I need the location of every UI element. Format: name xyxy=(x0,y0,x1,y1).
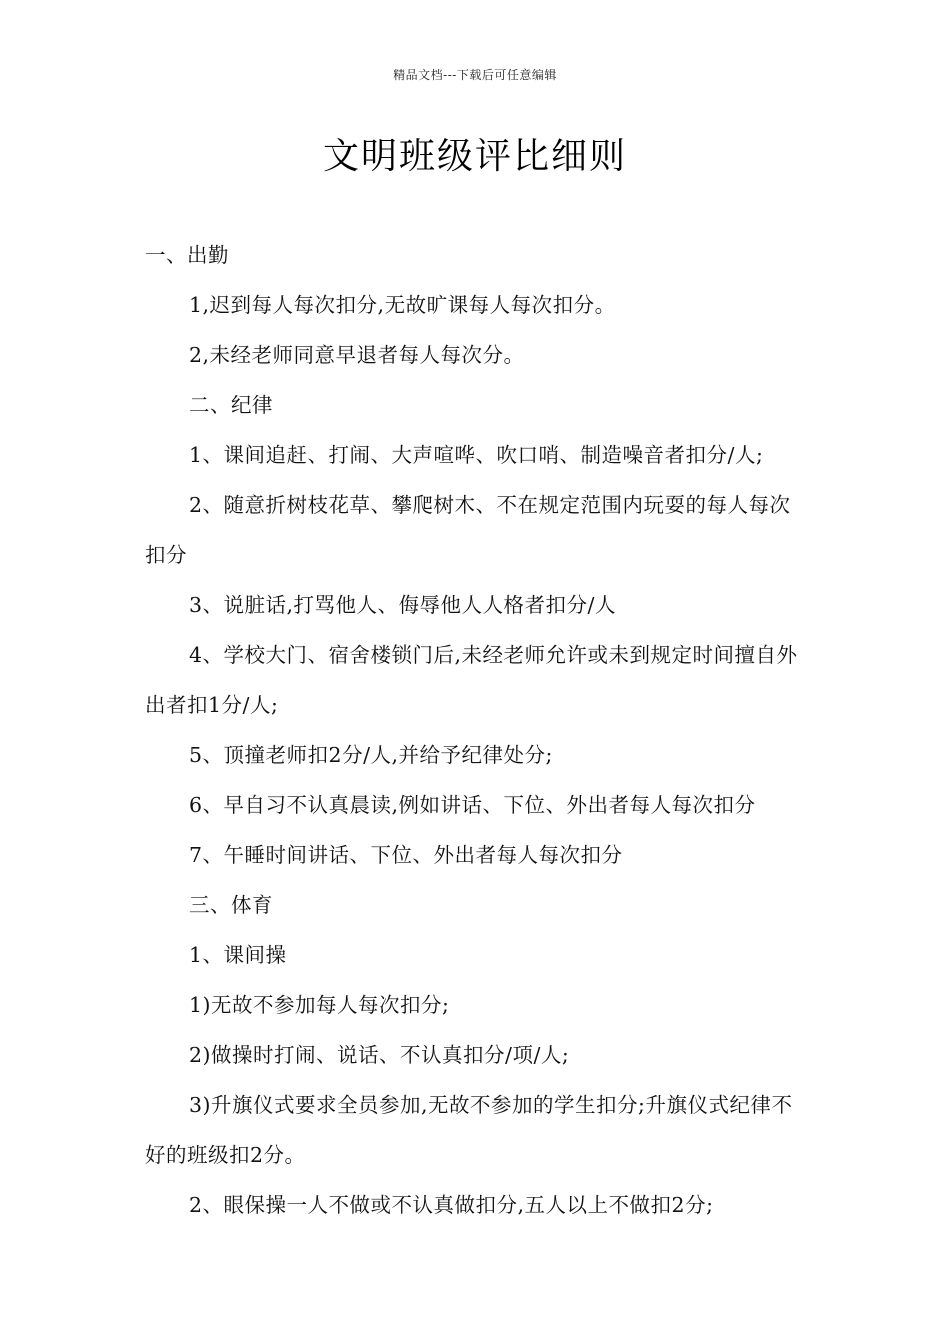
paragraph-14: 1)无故不参加每人每次扣分; xyxy=(189,993,450,1017)
paragraph-16: 3)升旗仪式要求全员参加,无故不参加的学生扣分;升旗仪式纪律不好的班级扣2分。 xyxy=(145,1093,793,1167)
page-header: 精品文档---下载后可任意编辑 xyxy=(393,68,557,82)
section-heading-sports: 三、体育 xyxy=(189,893,273,917)
section-heading-discipline: 二、纪律 xyxy=(189,393,273,417)
paragraph-1: 一、出勤 xyxy=(145,243,229,267)
document-title: 文明班级评比细则 xyxy=(322,136,627,177)
paragraph-3: 2,未经老师同意早退者每人每次分。 xyxy=(189,343,525,367)
paragraph-8: 4、学校大门、宿舍楼锁门后,未经老师允许或未到规定时间擅自外出者扣1分/人; xyxy=(145,643,798,717)
paragraph-17: 2、眼保操一人不做或不认真做扣分,五人以上不做扣2分; xyxy=(189,1193,714,1217)
paragraph-11: 7、午睡时间讲话、下位、外出者每人每次扣分 xyxy=(189,843,623,867)
paragraph-6: 2、随意折树枝花草、攀爬树木、不在规定范围内玩耍的每人每次扣分 xyxy=(145,493,791,567)
paragraph-9: 5、顶撞老师扣2分/人,并给予纪律处分; xyxy=(189,743,553,767)
paragraph-15: 2)做操时打闹、说话、不认真扣分/项/人; xyxy=(189,1043,570,1067)
paragraph-7: 3、说脏话,打骂他人、侮辱他人人格者扣分/人 xyxy=(189,593,616,617)
document-body xyxy=(145,230,810,1230)
paragraph-2: 1,迟到每人每次扣分,无故旷课每人每次扣分。 xyxy=(189,293,616,317)
paragraph-10: 6、早自习不认真晨读,例如讲话、下位、外出者每人每次扣分 xyxy=(189,793,756,817)
paragraph-5: 1、课间追赶、打闹、大声喧哗、吹口哨、制造噪音者扣分/人; xyxy=(189,443,764,467)
paragraph-13: 1、课间操 xyxy=(189,943,287,967)
